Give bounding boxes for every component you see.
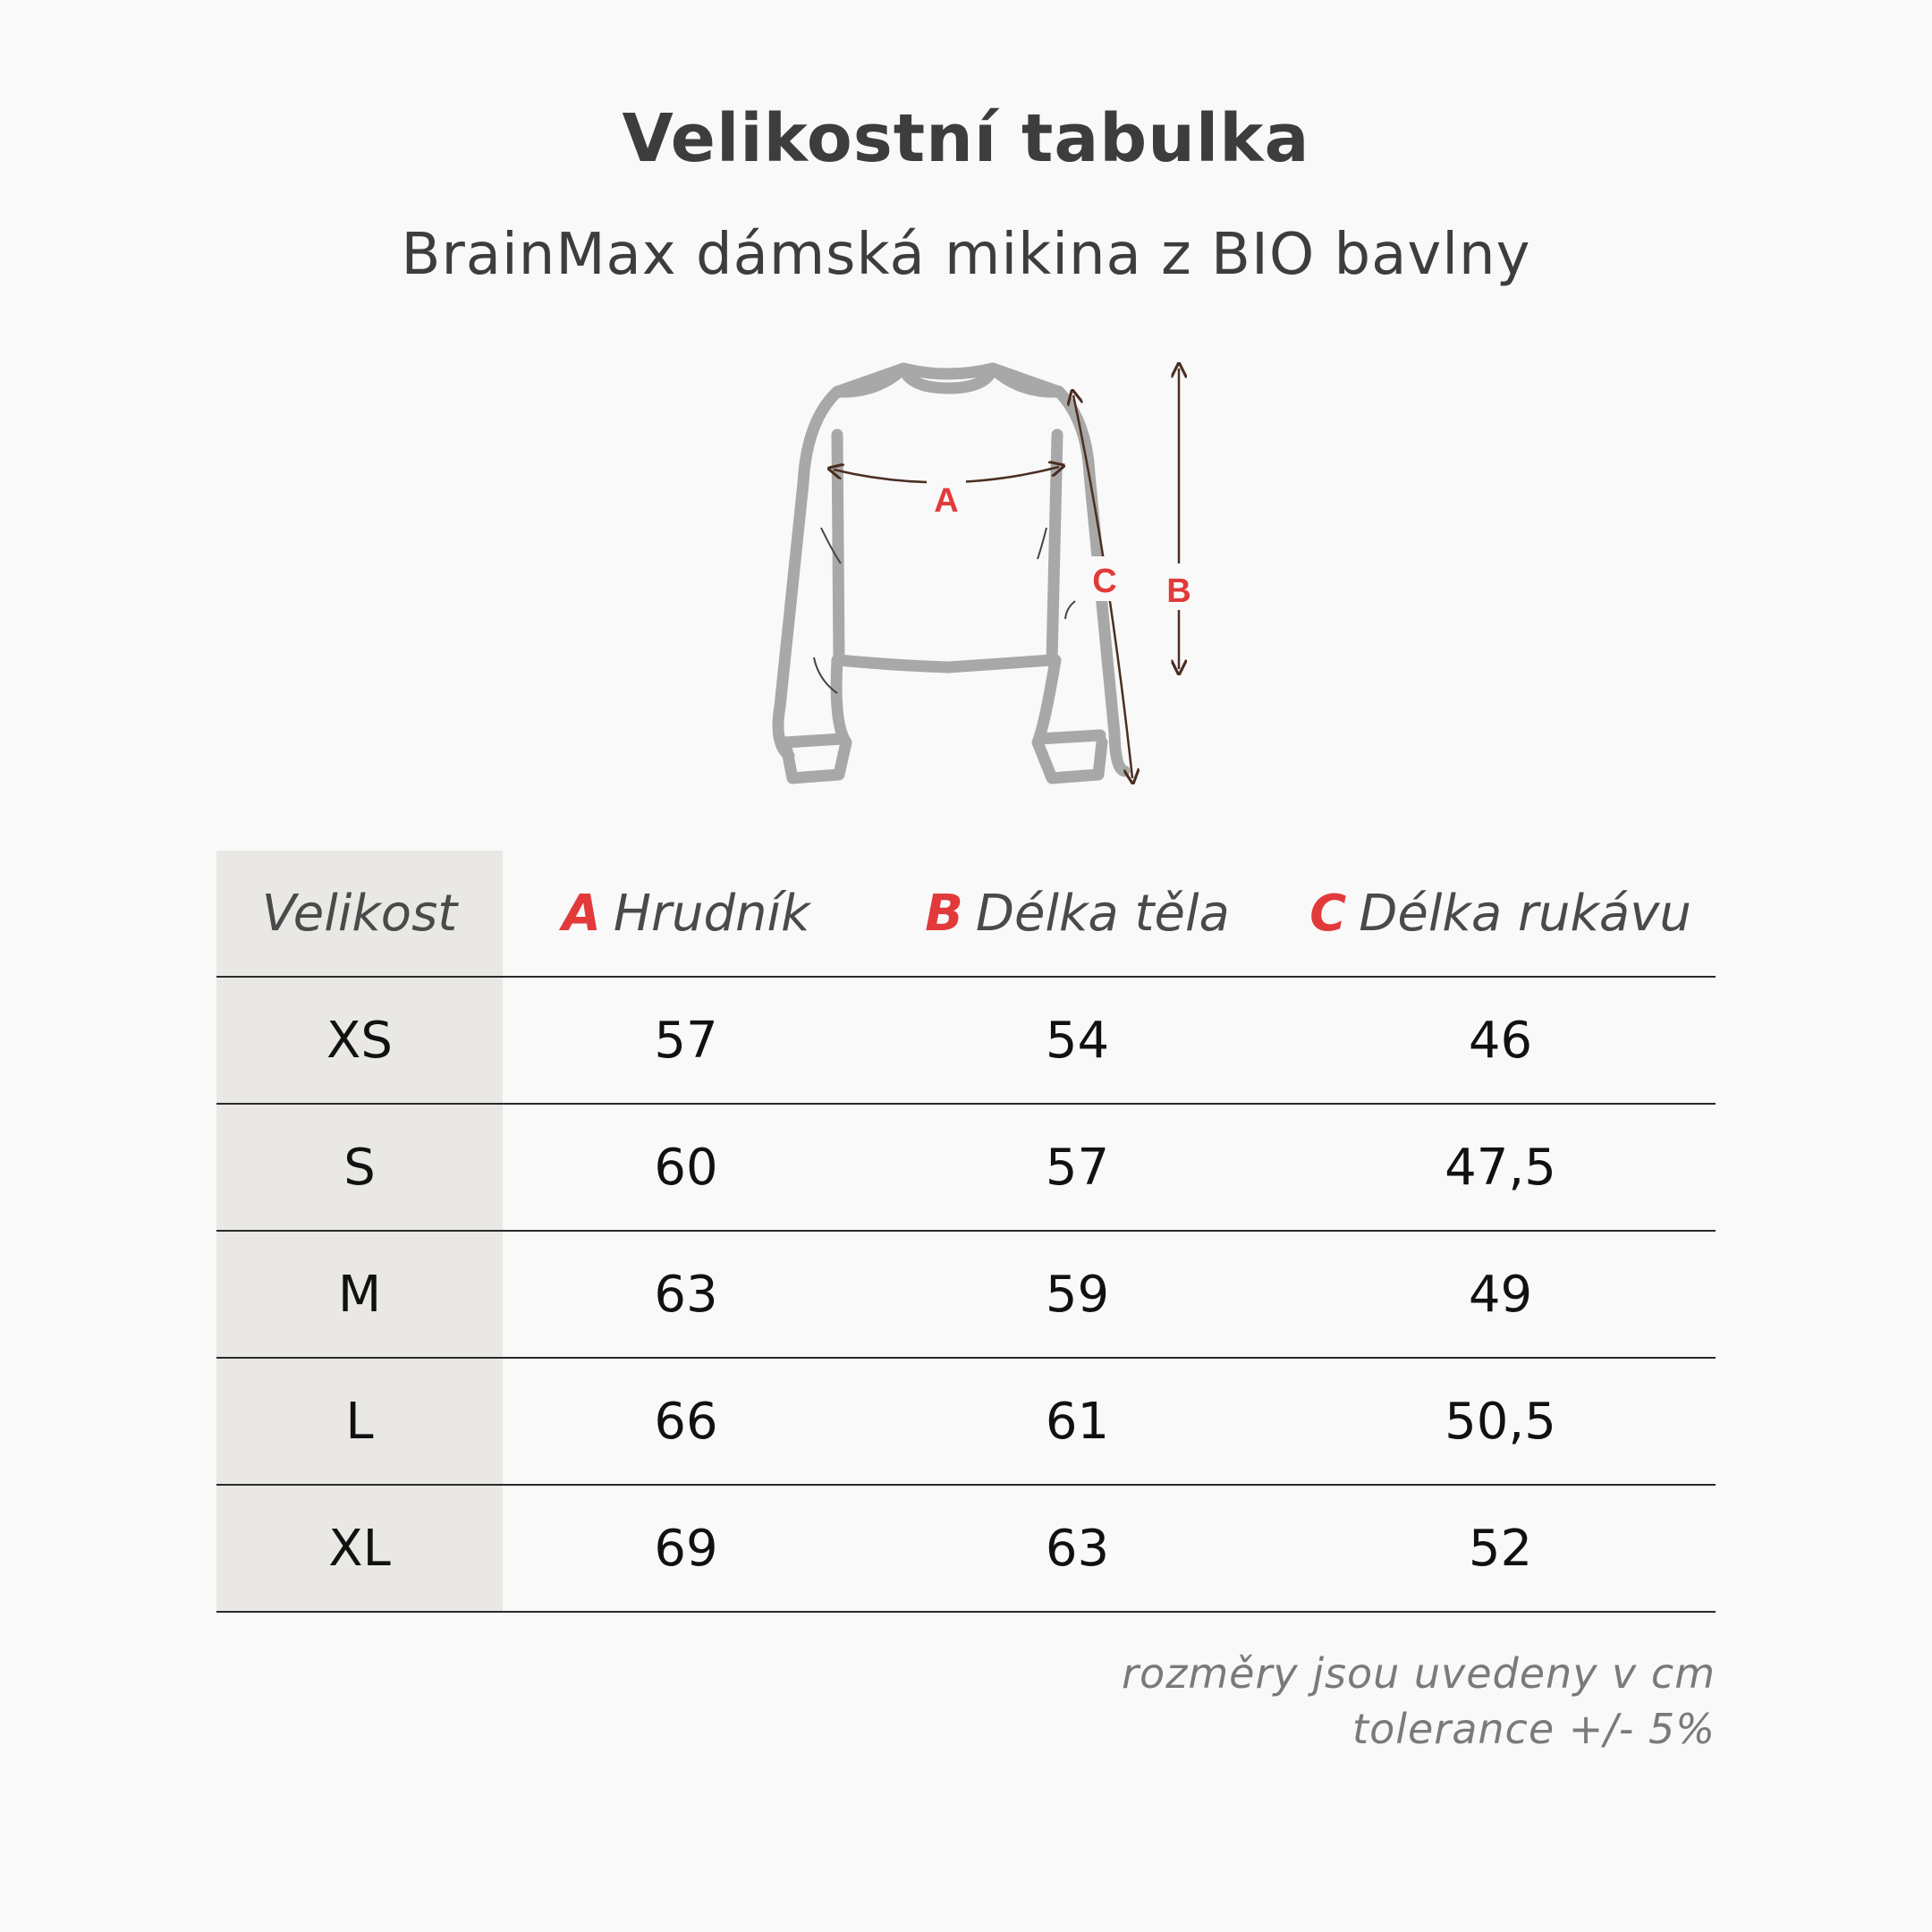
header-letter-b: B	[925, 884, 963, 943]
body-length-cell: 59	[1045, 1265, 1110, 1324]
chest-cell: 60	[654, 1138, 718, 1197]
body-length-cell: 61	[1045, 1392, 1110, 1451]
size-cell: XL	[216, 1486, 503, 1611]
chest-cell: 66	[654, 1392, 718, 1451]
chest-cell: 69	[654, 1519, 718, 1578]
sleeve-length-cell: 49	[1468, 1265, 1533, 1324]
header-body-length: B Délka těla	[925, 884, 1230, 943]
header-letter-c: C	[1309, 884, 1347, 943]
chest-cell: 57	[654, 1011, 718, 1070]
table-row	[216, 1230, 1716, 1357]
table-header-row	[216, 851, 1716, 976]
header-chest: A Hrudník	[562, 884, 810, 943]
page-subtitle: BrainMax dámská mikina z BIO bavlny	[401, 222, 1531, 288]
sleeve-length-cell: 46	[1468, 1011, 1533, 1070]
label-b: B	[1166, 572, 1191, 610]
header-letter-a: A	[562, 884, 601, 943]
sleeve-length-cell: 47,5	[1445, 1138, 1556, 1197]
table-row	[216, 1484, 1716, 1613]
label-c: C	[1092, 563, 1117, 600]
size-table	[216, 851, 1716, 1613]
sleeve-length-cell: 52	[1468, 1519, 1533, 1578]
header-sleeve-length: C Délka rukávu	[1309, 884, 1691, 943]
size-cell: S	[216, 1105, 503, 1230]
garment-outline	[778, 369, 1124, 778]
units-note: rozměry jsou uvedeny v cm	[1122, 1649, 1716, 1698]
page-title: Velikostní tabulka	[622, 100, 1310, 177]
size-cell: M	[216, 1232, 503, 1357]
body-length-cell: 63	[1045, 1519, 1110, 1578]
sleeve-length-cell: 50,5	[1445, 1392, 1556, 1451]
body-length-cell: 54	[1045, 1011, 1110, 1070]
table-row	[216, 1357, 1716, 1484]
size-cell: L	[216, 1359, 503, 1484]
chest-cell: 63	[654, 1265, 718, 1324]
table-row	[216, 976, 1716, 1103]
sweatshirt-diagram	[733, 349, 1216, 805]
size-cell: XS	[216, 978, 503, 1103]
body-length-cell: 57	[1045, 1138, 1110, 1197]
tolerance-note: tolerance +/- 5%	[1352, 1705, 1716, 1753]
header-size: Velikost	[216, 851, 503, 976]
label-a: A	[934, 482, 959, 520]
footer-note	[1122, 1646, 1716, 1757]
table-row	[216, 1103, 1716, 1230]
